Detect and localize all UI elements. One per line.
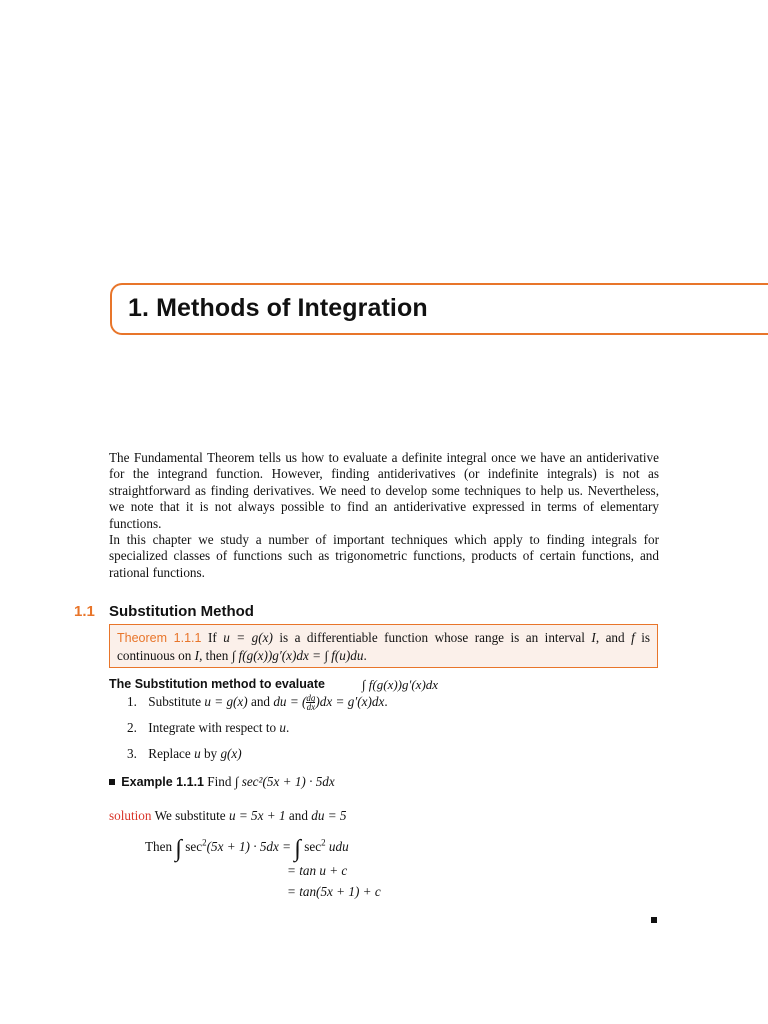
example-square-icon [109, 779, 115, 785]
chapter-header-box [110, 283, 768, 335]
section-title: Substitution Method [109, 603, 254, 620]
equation-line-2: = tan u + c [287, 863, 348, 878]
list-item [127, 694, 388, 720]
lhs-sec: sec [185, 839, 203, 854]
theorem-text: is continuous on [117, 630, 651, 663]
theorem-text: If [207, 630, 217, 645]
step-end: . [285, 720, 290, 735]
solution [109, 808, 347, 824]
equation-line-3: = tan(5x + 1) + c [287, 884, 381, 899]
step-number: 2. [127, 720, 137, 735]
example-text: Find [207, 774, 232, 789]
rhs-expr: udu [328, 839, 349, 854]
step-text: Substitute [148, 694, 202, 709]
intro-paragraph-2: In this chapter we study a number of important techniques which apply to finding integrals for specialized classes of functions such as trigonometric functions, products of certain functions, and rational functions. [109, 532, 659, 580]
theorem-u-def: u = g(x) [223, 630, 273, 645]
theorem-text: is a differentiable function whose range is an interval [279, 630, 585, 645]
intro-paragraph-1: The Fundamental Theorem tells us how to evaluate a definite integral once we have an antiderivative for the integrand function. However, finding antiderivatives (or indefinite integrals) is not as straightforward as finding derivatives. We need to develop some techniques to help us. Nevertheless, we note that it is not always possible to find an antiderivative expressed in terms of elementary functions. [109, 450, 659, 531]
theorem-formula: ∫ f(g(x))g′(x)dx = ∫ f(u)du [231, 648, 364, 663]
intro-text [109, 450, 659, 581]
equation-line-1 [145, 836, 349, 863]
integral-sign-icon: ∫ [175, 836, 182, 862]
end-of-example-square-icon [651, 917, 657, 923]
step-formula: u = g(x) [204, 694, 248, 709]
step-var: u [279, 720, 286, 735]
solution-text: We substitute [154, 808, 226, 823]
chapter-title: 1. Methods of Integration [128, 294, 428, 322]
lhs-expr: (5x + 1) · 5dx = [206, 839, 292, 854]
theorem-text: , and [595, 630, 625, 645]
step-text: by [203, 746, 218, 761]
theorem-interval: I [591, 630, 596, 645]
section-number: 1.1 [74, 603, 95, 620]
example [109, 774, 335, 790]
theorem-label: Theorem 1.1.1 [117, 631, 202, 645]
step-formula: )dx = g′(x)dx [315, 694, 385, 709]
then-text: Then [145, 839, 173, 854]
step-formula: du = ( [273, 694, 307, 709]
theorem-interval: I [194, 648, 200, 663]
method-formula: ∫ f(g(x))g′(x)dx [362, 677, 439, 692]
step-formula: g(x) [220, 746, 242, 761]
list-item [127, 746, 388, 772]
solution-formula: du = 5 [311, 808, 347, 823]
step-end: . [384, 694, 388, 709]
solution-formula: u = 5x + 1 [228, 808, 286, 823]
solution-text: and [288, 808, 308, 823]
step-text: Integrate with respect to [148, 720, 277, 735]
step-number: 1. [127, 694, 137, 709]
theorem-text: , then [199, 648, 229, 663]
exponent: 2 [321, 837, 326, 848]
example-formula: ∫ sec²(5x + 1) · 5dx [234, 774, 335, 789]
step-text: and [250, 694, 271, 709]
method-steps [127, 694, 388, 772]
example-label: Example 1.1.1 [121, 775, 204, 789]
step-var: u [194, 746, 201, 761]
theorem-box [109, 624, 658, 668]
integral-sign-icon: ∫ [294, 836, 301, 862]
solution-label: solution [109, 808, 152, 823]
rhs-sec: sec [304, 839, 322, 854]
list-item [127, 720, 388, 746]
exponent: 2 [202, 837, 207, 848]
theorem-f: f [631, 630, 635, 645]
step-number: 3. [127, 746, 137, 761]
theorem-end: . [363, 648, 367, 663]
step-text: Replace [148, 746, 191, 761]
derivative-fraction: $\frac{dg}{dx}$ [306, 693, 316, 713]
method-heading: The Substitution method to evaluate [109, 677, 325, 691]
